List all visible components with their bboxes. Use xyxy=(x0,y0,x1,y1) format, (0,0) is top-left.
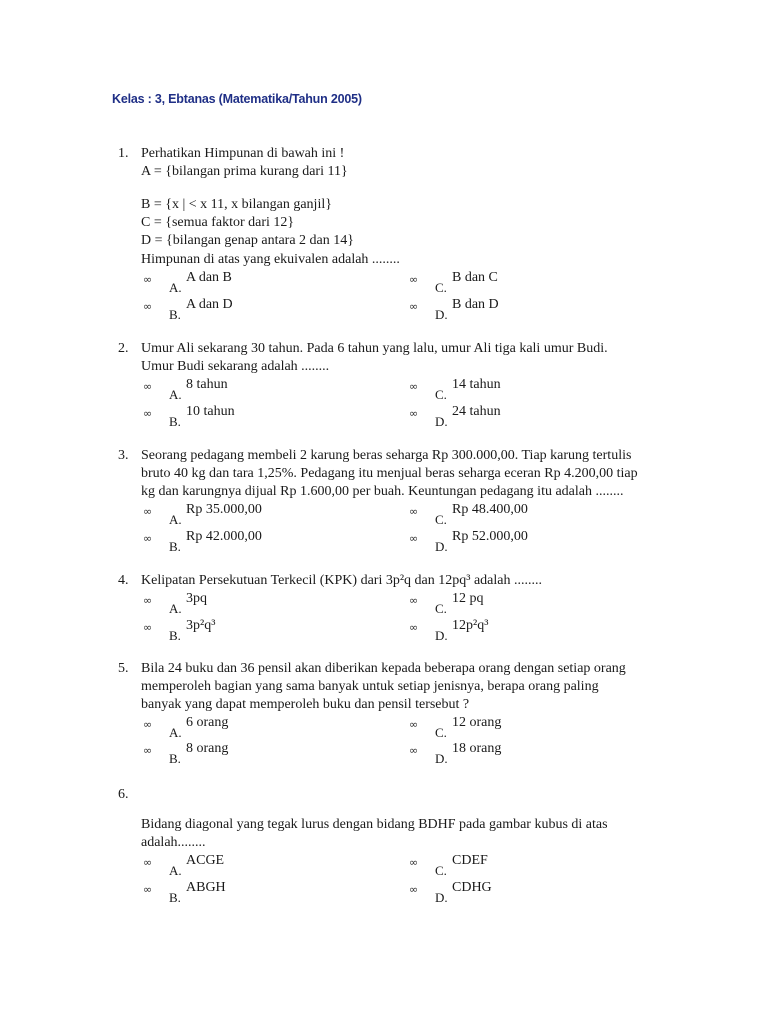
bullet-icon: ∞ xyxy=(409,594,419,607)
option-letter: C. xyxy=(435,601,447,616)
option-text: Rp 48.400,00 xyxy=(452,502,528,517)
question-text-line: Perhatikan Himpunan di bawah ini ! xyxy=(141,146,345,161)
question-text-line: banyak yang dapat memperoleh buku dan pensil tersebut ? xyxy=(141,697,470,712)
question-text-line: bruto 40 kg dan tara 1,25%. Pedagang itu menjual beras seharga eceran Rp 4.200,00 tiap xyxy=(141,466,638,481)
option-text: 12 pq xyxy=(452,591,484,606)
question-text-line: D = {bilangan genap antara 2 dan 14} xyxy=(141,233,354,248)
option-letter: A. xyxy=(169,280,182,295)
bullet-icon: ∞ xyxy=(409,532,419,545)
bullet-icon: ∞ xyxy=(143,718,153,731)
option-text: B dan C xyxy=(452,270,498,285)
bullet-icon: ∞ xyxy=(143,621,153,634)
question-text-line: adalah........ xyxy=(141,835,206,850)
option-letter: B. xyxy=(169,751,181,766)
bullet-icon: ∞ xyxy=(143,380,153,393)
bullet-icon: ∞ xyxy=(409,621,419,634)
bullet-icon: ∞ xyxy=(143,532,153,545)
question-text-line: B = {x | < x 11, x bilangan ganjil} xyxy=(141,197,332,212)
option-letter: D. xyxy=(435,539,448,554)
question-text-line: Bidang diagonal yang tegak lurus dengan bidang BDHF pada gambar kubus di atas xyxy=(141,817,608,832)
question-text-line: Umur Budi sekarang adalah ........ xyxy=(141,359,330,374)
bullet-icon: ∞ xyxy=(409,744,419,757)
bullet-icon: ∞ xyxy=(409,505,419,518)
option-text: ACGE xyxy=(186,853,225,868)
question-text-line: Umur Ali sekarang 30 tahun. Pada 6 tahun yang lalu, umur Ali tiga kali umur Budi. xyxy=(141,341,608,356)
question-number: 6. xyxy=(118,787,129,802)
question-number: 5. xyxy=(118,661,129,676)
option-letter: C. xyxy=(435,725,447,740)
option-letter: B. xyxy=(169,890,181,905)
option-text: 12 orang xyxy=(452,715,502,730)
option-text: Rp 35.000,00 xyxy=(186,502,262,517)
option-letter: A. xyxy=(169,725,182,740)
option-text: CDHG xyxy=(452,880,492,895)
bullet-icon: ∞ xyxy=(409,718,419,731)
bullet-icon: ∞ xyxy=(143,505,153,518)
option-letter: D. xyxy=(435,890,448,905)
option-text: 12p²q³ xyxy=(452,618,489,633)
bullet-icon: ∞ xyxy=(143,407,153,420)
bullet-icon: ∞ xyxy=(409,856,419,869)
bullet-icon: ∞ xyxy=(143,594,153,607)
option-text: CDEF xyxy=(452,853,488,868)
question-number: 2. xyxy=(118,341,129,356)
option-text: Rp 42.000,00 xyxy=(186,529,262,544)
option-letter: C. xyxy=(435,512,447,527)
bullet-icon: ∞ xyxy=(143,856,153,869)
bullet-icon: ∞ xyxy=(409,380,419,393)
bullet-icon: ∞ xyxy=(409,883,419,896)
question-text-line: kg dan karungnya dijual Rp 1.600,00 per buah. Keuntungan pedagang itu adalah ........ xyxy=(141,484,624,499)
question-number: 3. xyxy=(118,448,129,463)
option-text: 24 tahun xyxy=(452,404,501,419)
option-text: 3p²q³ xyxy=(186,618,216,633)
option-text: ABGH xyxy=(186,880,226,895)
option-letter: D. xyxy=(435,628,448,643)
question-number: 1. xyxy=(118,146,129,161)
option-text: Rp 52.000,00 xyxy=(452,529,528,544)
bullet-icon: ∞ xyxy=(409,300,419,313)
option-letter: D. xyxy=(435,307,448,322)
question-text-line: Kelipatan Persekutuan Terkecil (KPK) dari 3p²q dan 12pq³ adalah ........ xyxy=(141,573,542,588)
bullet-icon: ∞ xyxy=(143,273,153,286)
option-text: 14 tahun xyxy=(452,377,501,392)
option-letter: D. xyxy=(435,751,448,766)
option-letter: A. xyxy=(169,512,182,527)
bullet-icon: ∞ xyxy=(409,273,419,286)
option-letter: A. xyxy=(169,601,182,616)
option-letter: D. xyxy=(435,414,448,429)
option-letter: A. xyxy=(169,387,182,402)
option-text: A dan D xyxy=(186,297,233,312)
option-text: 18 orang xyxy=(452,741,502,756)
question-text-line: memperoleh bagian yang sama banyak untuk setiap jenisnya, berapa orang paling xyxy=(141,679,599,694)
option-letter: A. xyxy=(169,863,182,878)
option-letter: C. xyxy=(435,387,447,402)
option-text: 3pq xyxy=(186,591,207,606)
option-text: 6 orang xyxy=(186,715,229,730)
bullet-icon: ∞ xyxy=(143,300,153,313)
page-header: Kelas : 3, Ebtanas (Matematika/Tahun 2005) xyxy=(112,92,362,106)
question-number: 4. xyxy=(118,573,129,588)
option-letter: B. xyxy=(169,539,181,554)
option-letter: C. xyxy=(435,863,447,878)
question-text-line: C = {semua faktor dari 12} xyxy=(141,215,295,230)
option-text: B dan D xyxy=(452,297,499,312)
bullet-icon: ∞ xyxy=(409,407,419,420)
question-text-line: Seorang pedagang membeli 2 karung beras seharga Rp 300.000,00. Tiap karung tertulis xyxy=(141,448,632,463)
bullet-icon: ∞ xyxy=(143,744,153,757)
question-text-line: Bila 24 buku dan 36 pensil akan diberikan kepada beberapa orang dengan setiap orang xyxy=(141,661,626,676)
option-letter: B. xyxy=(169,628,181,643)
question-text-line: Himpunan di atas yang ekuivalen adalah ........ xyxy=(141,252,400,267)
option-text: A dan B xyxy=(186,270,232,285)
bullet-icon: ∞ xyxy=(143,883,153,896)
option-text: 8 tahun xyxy=(186,377,228,392)
option-letter: C. xyxy=(435,280,447,295)
option-letter: B. xyxy=(169,307,181,322)
option-letter: B. xyxy=(169,414,181,429)
option-text: 8 orang xyxy=(186,741,229,756)
question-text-line: A = {bilangan prima kurang dari 11} xyxy=(141,164,348,179)
option-text: 10 tahun xyxy=(186,404,235,419)
